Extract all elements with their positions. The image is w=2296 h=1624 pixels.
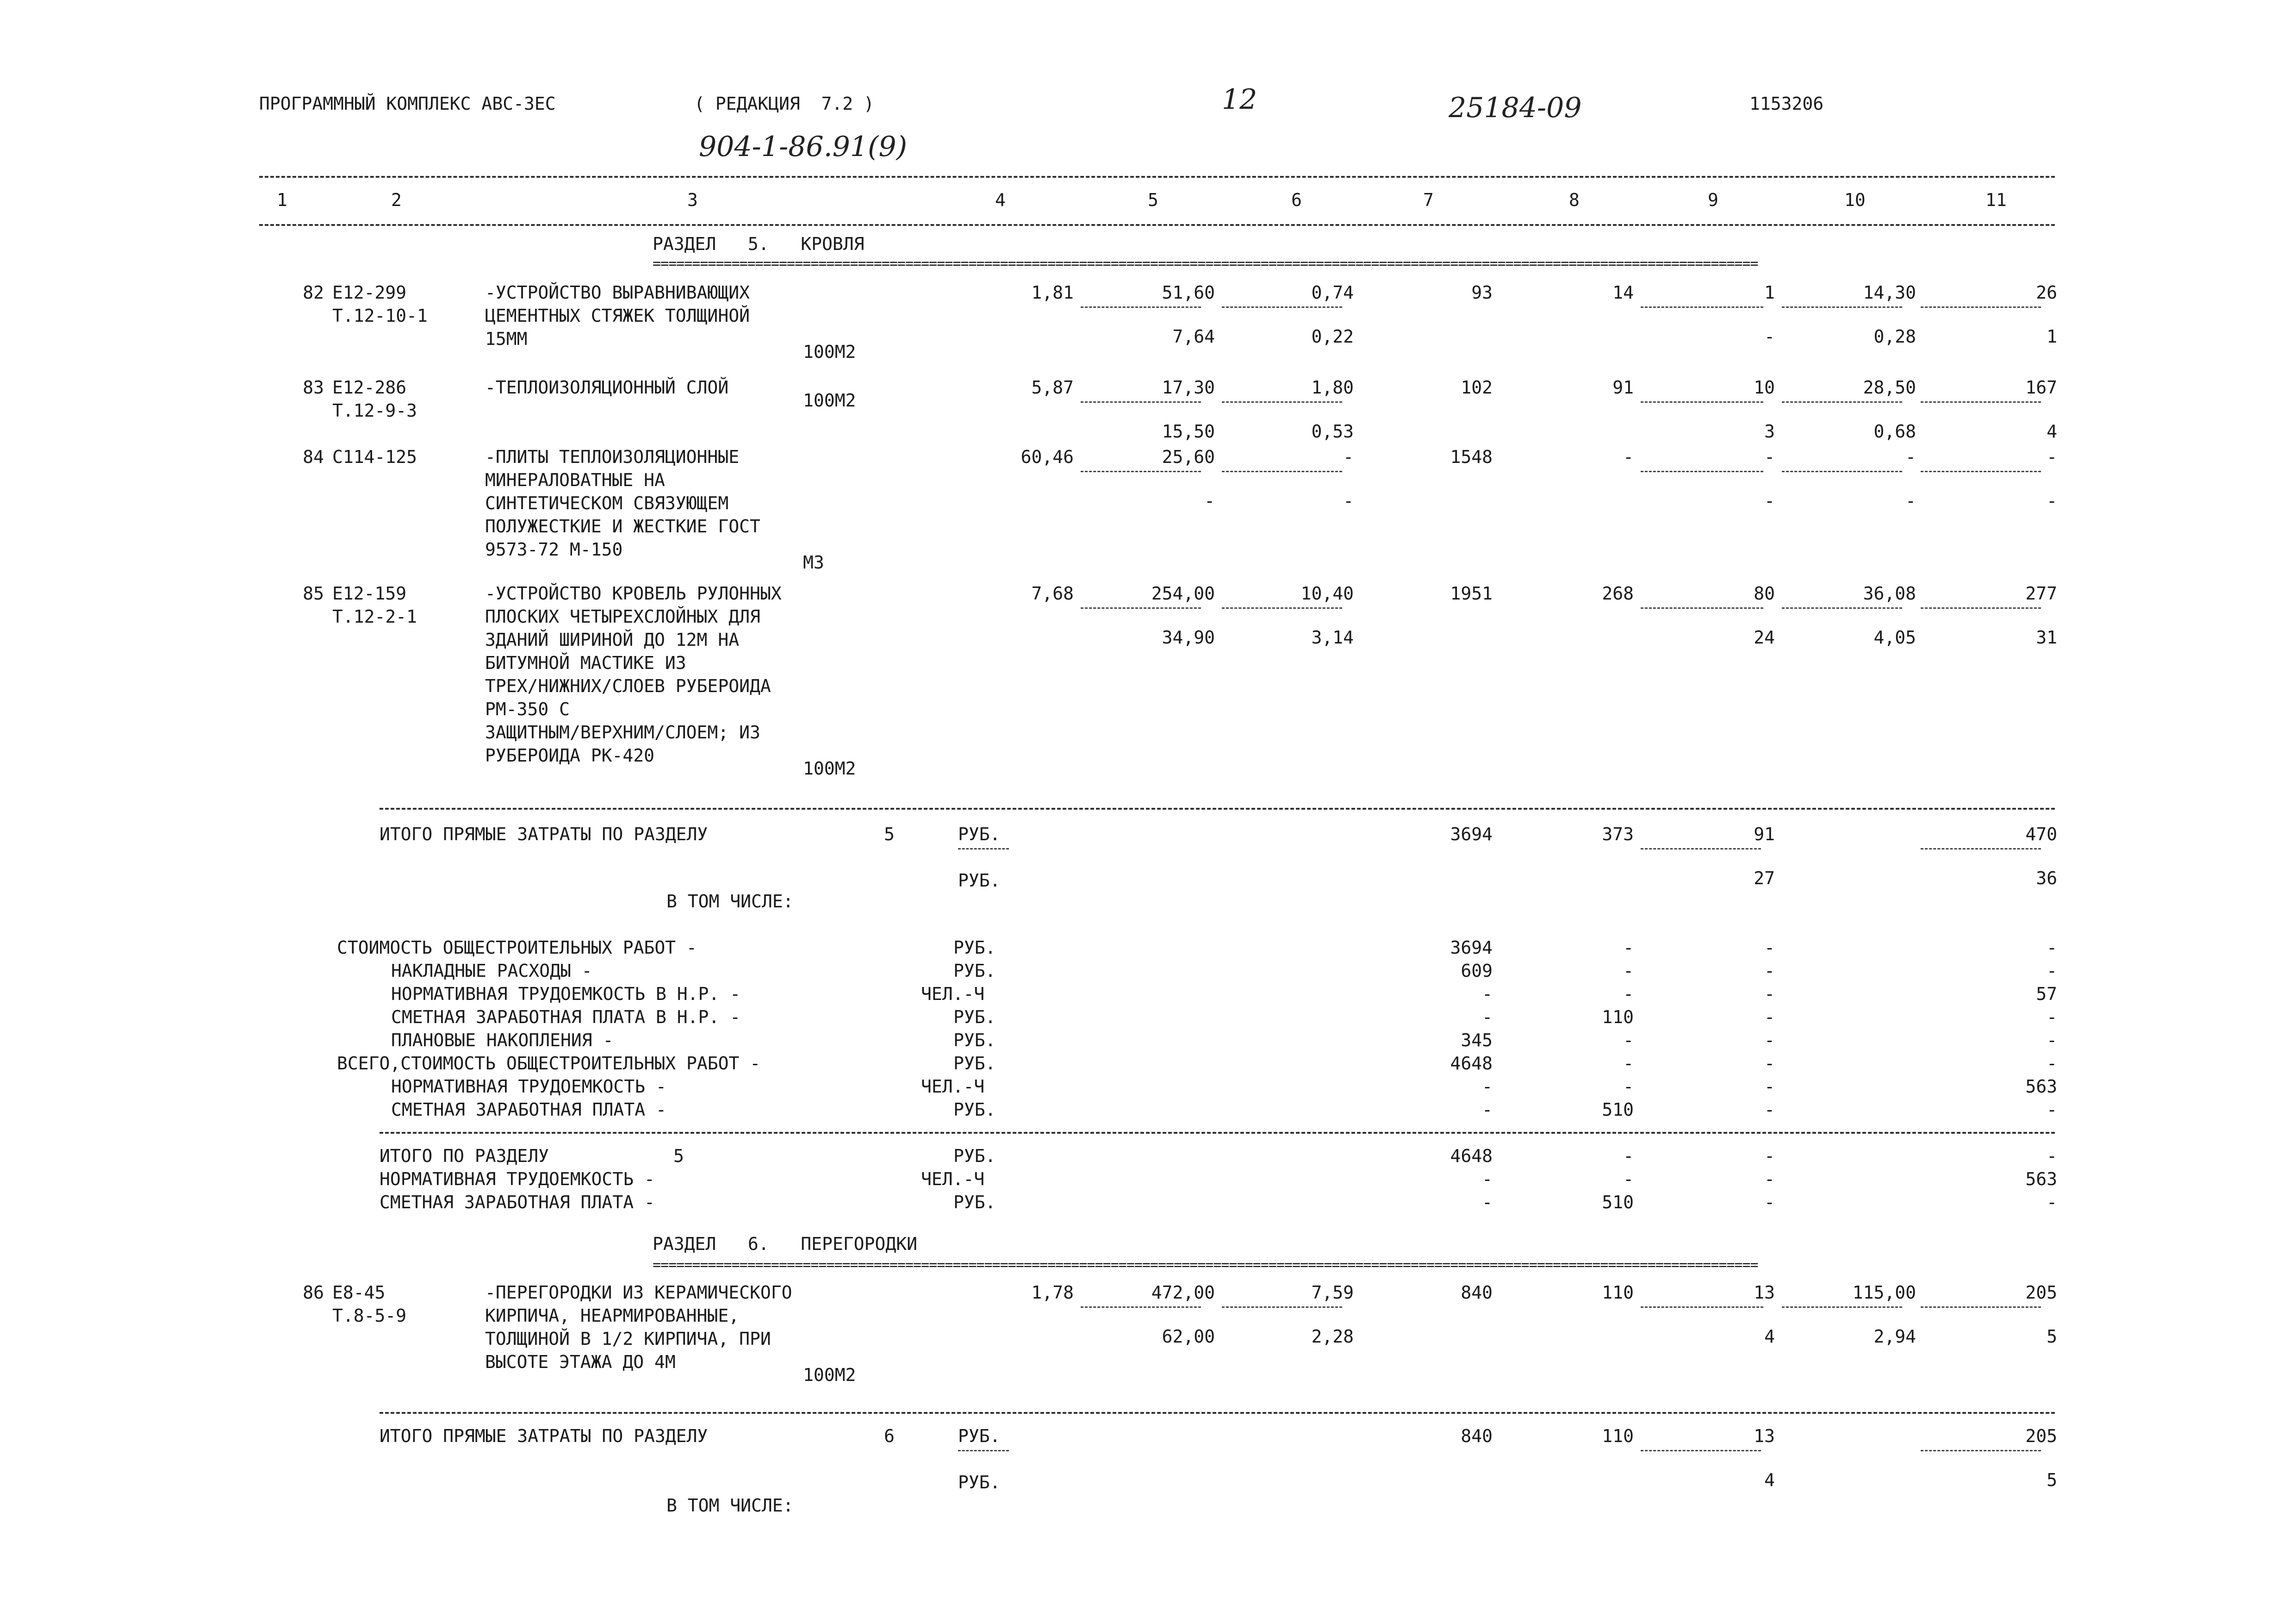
item-description-line: ВЫСОТЕ ЭТАЖА ДО 4М (485, 1352, 676, 1372)
item-c9b: 4 (1764, 1326, 1775, 1347)
total-direct-c11b: 36 (2036, 868, 2057, 888)
total-direct-divider (1641, 1450, 1761, 1451)
breakdown-c11: - (2047, 961, 2057, 981)
item-reference: Т.12-9-3 (332, 400, 417, 421)
section-total-label: ИТОГО ПО РАЗДЕЛУ (380, 1146, 549, 1166)
item-c6: 1,80 (1311, 377, 1354, 398)
item-c7: 1548 (1450, 447, 1493, 467)
item-c6b: 0,22 (1311, 326, 1354, 347)
item-value-divider (1641, 306, 1763, 308)
item-c9b: 24 (1754, 627, 1775, 648)
item-c10b: 4,05 (1873, 627, 1916, 648)
item-c10: - (1905, 447, 1916, 467)
item-c9: 1 (1764, 282, 1775, 303)
item-unit: 100М2 (803, 390, 856, 411)
item-value-divider (1641, 1306, 1763, 1308)
breakdown-label: ПЛАНОВЫЕ НАКОПЛЕНИЯ - (391, 1030, 614, 1050)
item-c8: 91 (1612, 377, 1634, 398)
item-c4: 1,78 (1031, 1282, 1074, 1303)
breakdown-c11: - (2047, 1030, 2057, 1050)
breakdown-unit: ЧЕЛ.-Ч (921, 984, 985, 1004)
item-c11b: 31 (2036, 627, 2057, 648)
item-value-divider (1081, 471, 1201, 472)
total-direct-unit-2: РУБ. (958, 870, 1001, 891)
item-reference: Т.12-10-1 (332, 306, 428, 326)
section-total-c9: - (1764, 1146, 1775, 1166)
item-c11b: - (2047, 491, 2057, 511)
total-direct-label: ИТОГО ПРЯМЫЕ ЗАТРАТЫ ПО РАЗДЕЛУ (380, 1426, 708, 1446)
item-value-divider (1081, 306, 1201, 308)
item-c11: - (2047, 447, 2057, 467)
item-value-divider (1921, 306, 2041, 308)
breakdown-c7: 3694 (1450, 937, 1493, 958)
item-code: Е12-286 (332, 377, 407, 398)
section-total-c9: - (1764, 1192, 1775, 1212)
item-description-line: -ПЛИТЫ ТЕПЛОИЗОЛЯЦИОННЫЕ (485, 447, 740, 467)
column-header-7: 7 (1423, 190, 1434, 210)
item-c8: - (1623, 447, 1634, 467)
program-edition: ( РЕДАКЦИЯ 7.2 ) (694, 94, 874, 114)
item-c4: 1,81 (1031, 282, 1074, 303)
column-header-3: 3 (687, 190, 698, 210)
item-value-divider (1921, 1306, 2041, 1308)
item-c6: 0,74 (1311, 282, 1354, 303)
total-direct-c7: 840 (1461, 1426, 1493, 1446)
breakdown-c11: - (2047, 937, 2057, 958)
item-c9b: - (1764, 491, 1775, 511)
item-number: 82 (303, 282, 324, 303)
total-direct-c8: 373 (1602, 824, 1634, 844)
breakdown-c7: 4648 (1450, 1053, 1493, 1074)
section-total-c8: - (1623, 1169, 1634, 1189)
total-direct-c9: 91 (1754, 824, 1775, 844)
breakdown-unit: РУБ. (953, 961, 996, 981)
section-total-c7: 4648 (1450, 1146, 1493, 1166)
section-total-c8: 510 (1602, 1192, 1634, 1212)
item-description-line: ТОЛЩИНОЙ В 1/2 КИРПИЧА, ПРИ (485, 1329, 771, 1349)
item-reference: Т.12-2-1 (332, 606, 417, 627)
section-6-underline: ============================================================================================================================================ (653, 1257, 1758, 1273)
item-c5: 25,60 (1162, 447, 1215, 467)
item-unit: М3 (803, 552, 824, 573)
breakdown-c7: - (1482, 1007, 1493, 1027)
column-header-5: 5 (1148, 190, 1158, 210)
item-c4: 5,87 (1031, 377, 1074, 398)
item-c9: 80 (1754, 583, 1775, 604)
breakdown-label: СМЕТНАЯ ЗАРАБОТНАЯ ПЛАТА - (391, 1099, 666, 1120)
section-total-c8: - (1623, 1146, 1634, 1166)
item-c7: 840 (1461, 1282, 1493, 1303)
item-description-line: 15ММ (485, 329, 528, 349)
item-description-line: ТРЕХ/НИЖНИХ/СЛОЕВ РУБЕРОИДА (485, 676, 771, 696)
total-direct-c7: 3694 (1450, 824, 1493, 844)
total-direct-label: ИТОГО ПРЯМЫЕ ЗАТРАТЫ ПО РАЗДЕЛУ (380, 824, 708, 844)
item-value-divider (1081, 607, 1201, 609)
total-direct-divider (1921, 848, 2041, 849)
breakdown-c11: 57 (2036, 984, 2057, 1004)
item-c10: 28,50 (1863, 377, 1916, 398)
total-direct-unit: РУБ. (958, 1426, 1001, 1446)
item-value-divider (1782, 1306, 1902, 1308)
total-direct-c11: 205 (2025, 1426, 2057, 1446)
breakdown-c8: - (1623, 1030, 1634, 1050)
item-c6: 7,59 (1311, 1282, 1354, 1303)
item-unit: 100М2 (803, 758, 856, 779)
item-value-divider (1641, 607, 1763, 609)
breakdown-c8: - (1623, 961, 1634, 981)
item-c9: 10 (1754, 377, 1775, 398)
item-c9b: 3 (1764, 421, 1775, 442)
item-code: Е8-45 (332, 1282, 386, 1303)
breakdown-c8: 510 (1602, 1099, 1634, 1120)
item-c6: 10,40 (1300, 583, 1354, 604)
total-direct-section: 5 (884, 824, 895, 844)
item-value-divider (1222, 1306, 1342, 1308)
item-value-divider (1222, 401, 1342, 403)
section-total-c7: - (1482, 1169, 1493, 1189)
item-c9: 13 (1754, 1282, 1775, 1303)
breakdown-label: ВСЕГО,СТОИМОСТЬ ОБЩЕСТРОИТЕЛЬНЫХ РАБОТ - (337, 1053, 761, 1074)
section-total-c11: - (2047, 1146, 2057, 1166)
item-value-divider (1222, 306, 1342, 308)
breakdown-c7: - (1482, 1099, 1493, 1120)
breakdown-c8: - (1623, 937, 1634, 958)
section-6-title: РАЗДЕЛ 6. ПЕРЕГОРОДКИ (653, 1234, 917, 1254)
item-value-divider (1921, 401, 2041, 403)
item-number: 83 (303, 377, 324, 398)
item-c10b: - (1905, 491, 1916, 511)
item-value-divider (1921, 607, 2041, 609)
item-c7: 1951 (1450, 583, 1493, 604)
item-unit: 100М2 (803, 342, 856, 362)
total-direct-c8: 110 (1602, 1426, 1634, 1446)
breakdown-unit: РУБ. (953, 937, 996, 958)
item-description-line: -УСТРОЙСТВО ВЫРАВНИВАЮЩИХ (485, 282, 750, 303)
including-label: В ТОМ ЧИСЛЕ: (666, 1495, 794, 1516)
total-direct-unit-2: РУБ. (958, 1472, 1001, 1493)
item-reference: Т.8-5-9 (332, 1305, 407, 1326)
item-code: Е12-159 (332, 583, 407, 604)
section-total-c11: 563 (2025, 1169, 2057, 1189)
total-direct-divider (1921, 1450, 2041, 1451)
column-header-6: 6 (1291, 190, 1302, 210)
item-c4: 60,46 (1020, 447, 1074, 467)
total-direct-divider (1641, 848, 1761, 849)
item-c11b: 5 (2047, 1326, 2057, 1347)
item-value-divider (1782, 401, 1902, 403)
item-c10: 115,00 (1852, 1282, 1916, 1303)
item-description-line: 9573-72 М-150 (485, 539, 623, 560)
item-description-line: ПОЛУЖЕСТКИЕ И ЖЕСТКИЕ ГОСТ (485, 516, 760, 537)
item-c9b: - (1764, 326, 1775, 347)
breakdown-label: НОРМАТИВНАЯ ТРУДОЕМКОСТЬ В Н.Р. - (391, 984, 740, 1004)
header-rule-bottom (259, 224, 2055, 226)
item-description-line: ЗАЩИТНЫМ/ВЕРХНИМ/СЛОЕМ; ИЗ (485, 722, 760, 743)
item-c6b: 2,28 (1311, 1326, 1354, 1347)
item-c5: 51,60 (1162, 282, 1215, 303)
total-direct-c9b: 27 (1754, 868, 1775, 888)
item-description-line: ЗДАНИЙ ШИРИНОЙ ДО 12М НА (485, 630, 740, 650)
breakdown-c11: 563 (2025, 1076, 2057, 1097)
item-description-line: МИНЕРАЛОВАТНЫЕ НА (485, 470, 665, 490)
item-value-divider (1222, 607, 1342, 609)
item-c8: 110 (1602, 1282, 1634, 1303)
item-unit: 100М2 (803, 1365, 856, 1385)
item-c5b: 34,90 (1162, 627, 1215, 648)
item-c10b: 2,94 (1873, 1326, 1916, 1347)
breakdown-c7: - (1482, 984, 1493, 1004)
breakdown-c9: - (1764, 1030, 1775, 1050)
item-c5: 17,30 (1162, 377, 1215, 398)
total-direct-unit-divider (958, 1450, 1009, 1451)
program-name: ПРОГРАММНЫЙ КОМПЛЕКС АВС-3ЕС (259, 94, 556, 114)
item-description-line: -ТЕПЛОИЗОЛЯЦИОННЫЙ СЛОЙ (485, 377, 729, 398)
project-code: 904-1-86.91(9) (699, 131, 907, 163)
breakdown-c7: 609 (1461, 961, 1493, 981)
breakdown-label: НОРМАТИВНАЯ ТРУДОЕМКОСТЬ - (391, 1076, 666, 1097)
item-number: 84 (303, 447, 324, 467)
column-header-8: 8 (1569, 190, 1580, 210)
breakdown-c9: - (1764, 1007, 1775, 1027)
item-code: С114-125 (332, 447, 417, 467)
breakdown-c9: - (1764, 937, 1775, 958)
section-total-c11: - (2047, 1192, 2057, 1212)
including-label: В ТОМ ЧИСЛЕ: (666, 891, 794, 912)
breakdown-c9: - (1764, 1053, 1775, 1074)
item-c10: 14,30 (1863, 282, 1916, 303)
total-direct-c9b: 4 (1764, 1470, 1775, 1490)
item-c11: 26 (2036, 282, 2057, 303)
section-5-underline: ============================================================================================================================================ (653, 256, 1758, 272)
breakdown-label: НАКЛАДНЫЕ РАСХОДЫ - (391, 961, 592, 981)
breakdown-c9: - (1764, 961, 1775, 981)
item-value-divider (1641, 471, 1763, 472)
item-description-line: БИТУМНОЙ МАСТИКЕ ИЗ (485, 653, 686, 673)
total-direct-c11b: 5 (2047, 1470, 2057, 1490)
item-c6b: 3,14 (1311, 627, 1354, 648)
breakdown-rule (380, 1132, 2055, 1134)
breakdown-c11: - (2047, 1007, 2057, 1027)
breakdown-c8: 110 (1602, 1007, 1634, 1027)
breakdown-c9: - (1764, 1099, 1775, 1120)
breakdown-c8: - (1623, 1076, 1634, 1097)
breakdown-c7: - (1482, 1076, 1493, 1097)
item-value-divider (1641, 401, 1763, 403)
breakdown-unit: РУБ. (953, 1007, 996, 1027)
section-total-c9: - (1764, 1169, 1775, 1189)
item-c11: 277 (2025, 583, 2057, 604)
item-value-divider (1782, 471, 1902, 472)
total-direct-c9: 13 (1754, 1426, 1775, 1446)
item-c5: 254,00 (1151, 583, 1215, 604)
item-c10: 36,08 (1863, 583, 1916, 604)
item-value-divider (1222, 471, 1342, 472)
item-c7: 93 (1471, 282, 1493, 303)
total-direct-c11: 470 (2025, 824, 2057, 844)
item-value-divider (1921, 471, 2041, 472)
breakdown-unit: РУБ. (953, 1099, 996, 1120)
breakdown-unit: РУБ. (953, 1053, 996, 1074)
breakdown-unit: РУБ. (953, 1030, 996, 1050)
section-total-number: 5 (673, 1146, 684, 1166)
item-c10b: 0,28 (1873, 326, 1916, 347)
breakdown-c9: - (1764, 1076, 1775, 1097)
item-c6b: - (1343, 491, 1354, 511)
item-description-line: ЦЕМЕНТНЫХ СТЯЖЕК ТОЛЩИНОЙ (485, 306, 750, 326)
item-value-divider (1782, 306, 1902, 308)
item-description-line: -ПЕРЕГОРОДКИ ИЗ КЕРАМИЧЕСКОГО (485, 1282, 792, 1303)
breakdown-c11: - (2047, 1053, 2057, 1074)
item-c7: 102 (1461, 377, 1493, 398)
column-header-11: 11 (1985, 190, 2007, 210)
document-number: 1153206 (1749, 94, 1824, 114)
item-c5b: 62,00 (1162, 1326, 1215, 1347)
item-value-divider (1081, 1306, 1201, 1308)
breakdown-unit: ЧЕЛ.-Ч (921, 1076, 985, 1097)
breakdown-label: СТОИМОСТЬ ОБЩЕСТРОИТЕЛЬНЫХ РАБОТ - (337, 937, 697, 958)
item-c11b: 4 (2047, 421, 2057, 442)
item-value-divider (1782, 607, 1902, 609)
header-rule-top (259, 176, 2055, 178)
item-c5b: 7,64 (1172, 326, 1215, 347)
item-c8: 268 (1602, 583, 1634, 604)
section-total-unit: РУБ. (953, 1192, 996, 1212)
item-description-line: КИРПИЧА, НЕАРМИРОВАННЫЕ, (485, 1305, 740, 1326)
item-number: 86 (303, 1282, 324, 1303)
section-total-unit: ЧЕЛ.-Ч (921, 1169, 985, 1189)
item-description-line: РУБЕРОИДА РК-420 (485, 745, 655, 766)
item-c5b: 15,50 (1162, 421, 1215, 442)
section-total-label: НОРМАТИВНАЯ ТРУДОЕМКОСТЬ - (380, 1169, 655, 1189)
total-direct-unit: РУБ. (958, 824, 1001, 844)
item-code: Е12-299 (332, 282, 407, 303)
breakdown-c9: - (1764, 984, 1775, 1004)
item-c6: - (1343, 447, 1354, 467)
column-header-10: 10 (1844, 190, 1866, 210)
item-description-line: -УСТРОЙСТВО КРОВЕЛЬ РУЛОННЫХ (485, 583, 782, 604)
item-c6b: 0,53 (1311, 421, 1354, 442)
item-c5b: - (1204, 491, 1215, 511)
column-header-9: 9 (1708, 190, 1718, 210)
total-direct-unit-divider (958, 848, 1009, 849)
item-value-divider (1081, 401, 1201, 403)
section-5-title: РАЗДЕЛ 5. КРОВЛЯ (653, 234, 865, 254)
item-description-line: РМ-350 С (485, 699, 570, 719)
item-c4: 7,68 (1031, 583, 1074, 604)
item-c5: 472,00 (1151, 1282, 1215, 1303)
total-direct-section: 6 (884, 1426, 895, 1446)
breakdown-label: СМЕТНАЯ ЗАРАБОТНАЯ ПЛАТА В Н.Р. - (391, 1007, 740, 1027)
item-c11: 205 (2025, 1282, 2057, 1303)
section-5-total-rule (380, 808, 2055, 810)
item-description-line: СИНТЕТИЧЕСКОМ СВЯЗУЮЩЕМ (485, 493, 729, 513)
column-header-2: 2 (391, 190, 402, 210)
item-c9: - (1764, 447, 1775, 467)
section-6-total-rule (380, 1412, 2055, 1414)
breakdown-c8: - (1623, 1053, 1634, 1074)
item-number: 85 (303, 583, 324, 604)
breakdown-c8: - (1623, 984, 1634, 1004)
breakdown-c11: - (2047, 1099, 2057, 1120)
column-header-4: 4 (995, 190, 1006, 210)
item-c11b: 1 (2047, 326, 2057, 347)
item-c8: 14 (1612, 282, 1634, 303)
item-description-line: ПЛОСКИХ ЧЕТЫРЕХСЛОЙНЫХ ДЛЯ (485, 606, 760, 627)
column-header-1: 1 (277, 190, 287, 210)
document-code: 25184-09 (1449, 92, 1582, 124)
section-total-c7: - (1482, 1192, 1493, 1212)
section-total-label: СМЕТНАЯ ЗАРАБОТНАЯ ПЛАТА - (380, 1192, 655, 1212)
page-number: 12 (1222, 83, 1257, 116)
item-c11: 167 (2025, 377, 2057, 398)
item-c10b: 0,68 (1873, 421, 1916, 442)
section-total-unit: РУБ. (953, 1146, 996, 1166)
breakdown-c7: 345 (1461, 1030, 1493, 1050)
